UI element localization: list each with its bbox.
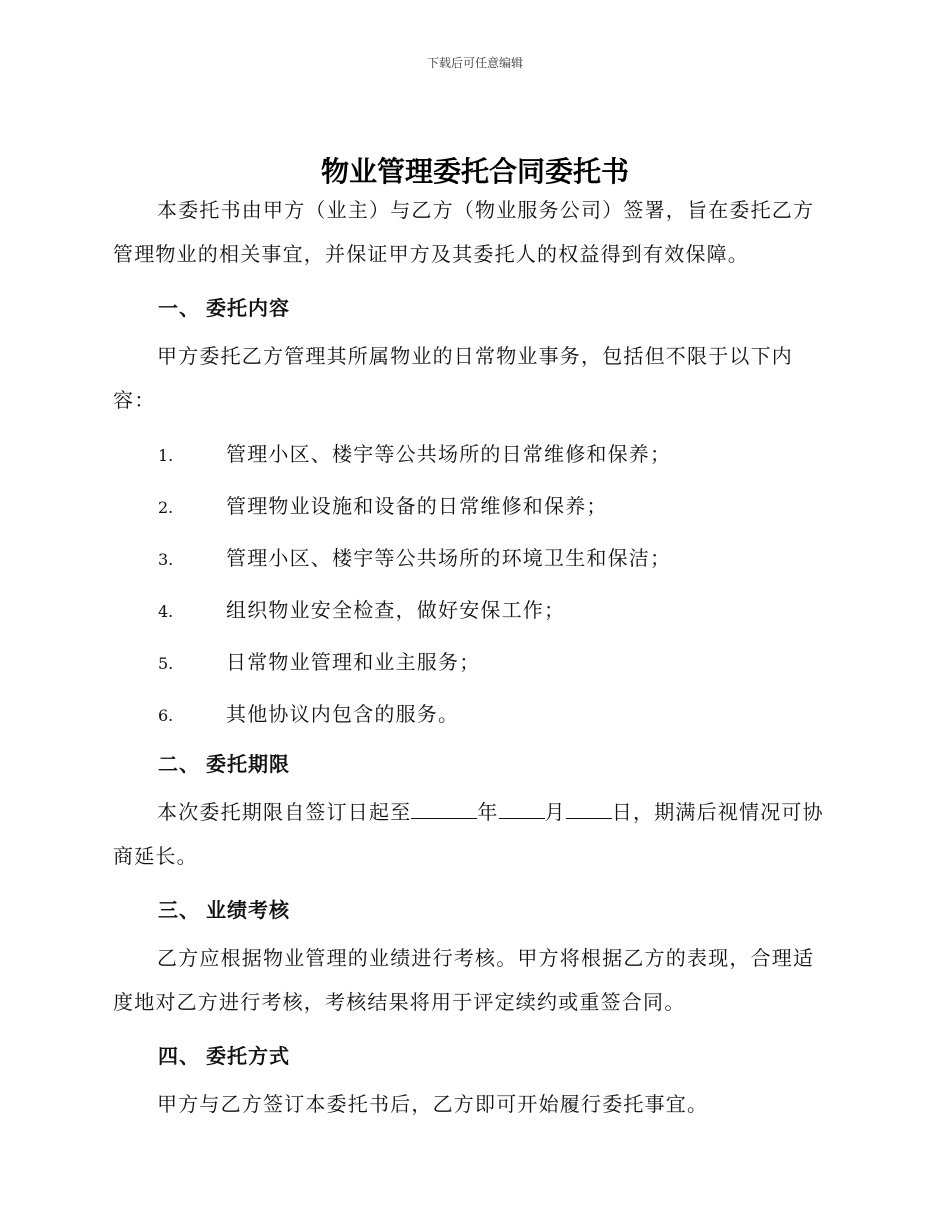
section-number: 一、 bbox=[158, 296, 200, 320]
section-number: 二、 bbox=[158, 752, 200, 776]
month-blank bbox=[499, 796, 545, 819]
intro-paragraph: 本委托书由甲方（业主）与乙方（物业服务公司）签署，旨在委托乙方管理物业的相关事宜，并保证甲方及其委托人的权益得到有效保障。 bbox=[113, 198, 815, 266]
day-blank bbox=[566, 796, 612, 819]
list-item-text: 管理物业设施和设备的日常维修和保养； bbox=[226, 494, 608, 518]
list-item-text: 管理小区、楼宇等公共场所的环境卫生和保洁； bbox=[226, 546, 672, 570]
year-label: 年 bbox=[477, 800, 499, 824]
section-body-3: 乙方应根据物业管理的业绩进行考核。甲方将根据乙方的表现，合理适度地对乙方进行考核，考核结果将用于评定续约或重签合同。 bbox=[113, 946, 815, 1014]
list-item bbox=[158, 490, 608, 519]
list-item-text: 管理小区、楼宇等公共场所的日常维修和保养； bbox=[226, 442, 672, 466]
section-body-1: 甲方委托乙方管理其所属物业的日常物业事务，包括但不限于以下内容： bbox=[113, 344, 793, 412]
list-item bbox=[158, 594, 565, 623]
list-item-number: 1. bbox=[158, 446, 174, 465]
section-number: 四、 bbox=[158, 1044, 200, 1068]
list-item-number: 5. bbox=[158, 654, 174, 673]
section-title: 业绩考核 bbox=[206, 898, 290, 922]
day-label-and-rest: 日，期满后视情况可协商延长。 bbox=[113, 800, 824, 868]
month-label: 月 bbox=[544, 800, 566, 824]
list-item-text: 组织物业安全检查，做好安保工作； bbox=[226, 598, 566, 622]
list-item-number: 2. bbox=[158, 498, 174, 517]
section-title: 委托内容 bbox=[206, 296, 290, 320]
list-item-number: 6. bbox=[158, 706, 174, 725]
section-body-4: 甲方与乙方签订本委托书后，乙方即可开始履行委托事宜。 bbox=[157, 1092, 709, 1116]
list-item-text: 日常物业管理和业主服务； bbox=[226, 650, 481, 674]
list-item bbox=[158, 698, 459, 727]
list-item bbox=[158, 438, 671, 467]
section-heading-1 bbox=[158, 292, 290, 321]
section-title: 委托方式 bbox=[206, 1044, 290, 1068]
list-item-number: 4. bbox=[158, 602, 174, 621]
year-blank bbox=[411, 796, 477, 819]
section-heading-2 bbox=[158, 748, 290, 777]
section-number: 三、 bbox=[158, 898, 200, 922]
list-item-number: 3. bbox=[158, 550, 174, 569]
document-title: 物业管理委托合同委托书 bbox=[320, 155, 629, 188]
header-note: 下载后可任意编辑 bbox=[426, 56, 523, 70]
list-item bbox=[158, 542, 671, 571]
section-heading-4 bbox=[158, 1040, 290, 1069]
section-body-2 bbox=[113, 790, 833, 878]
section-title: 委托期限 bbox=[206, 752, 290, 776]
term-text-start: 本次委托期限自签订日起至 bbox=[157, 800, 412, 824]
list-item-text: 其他协议内包含的服务。 bbox=[226, 702, 460, 726]
list-item bbox=[158, 646, 480, 675]
section-heading-3 bbox=[158, 894, 290, 923]
